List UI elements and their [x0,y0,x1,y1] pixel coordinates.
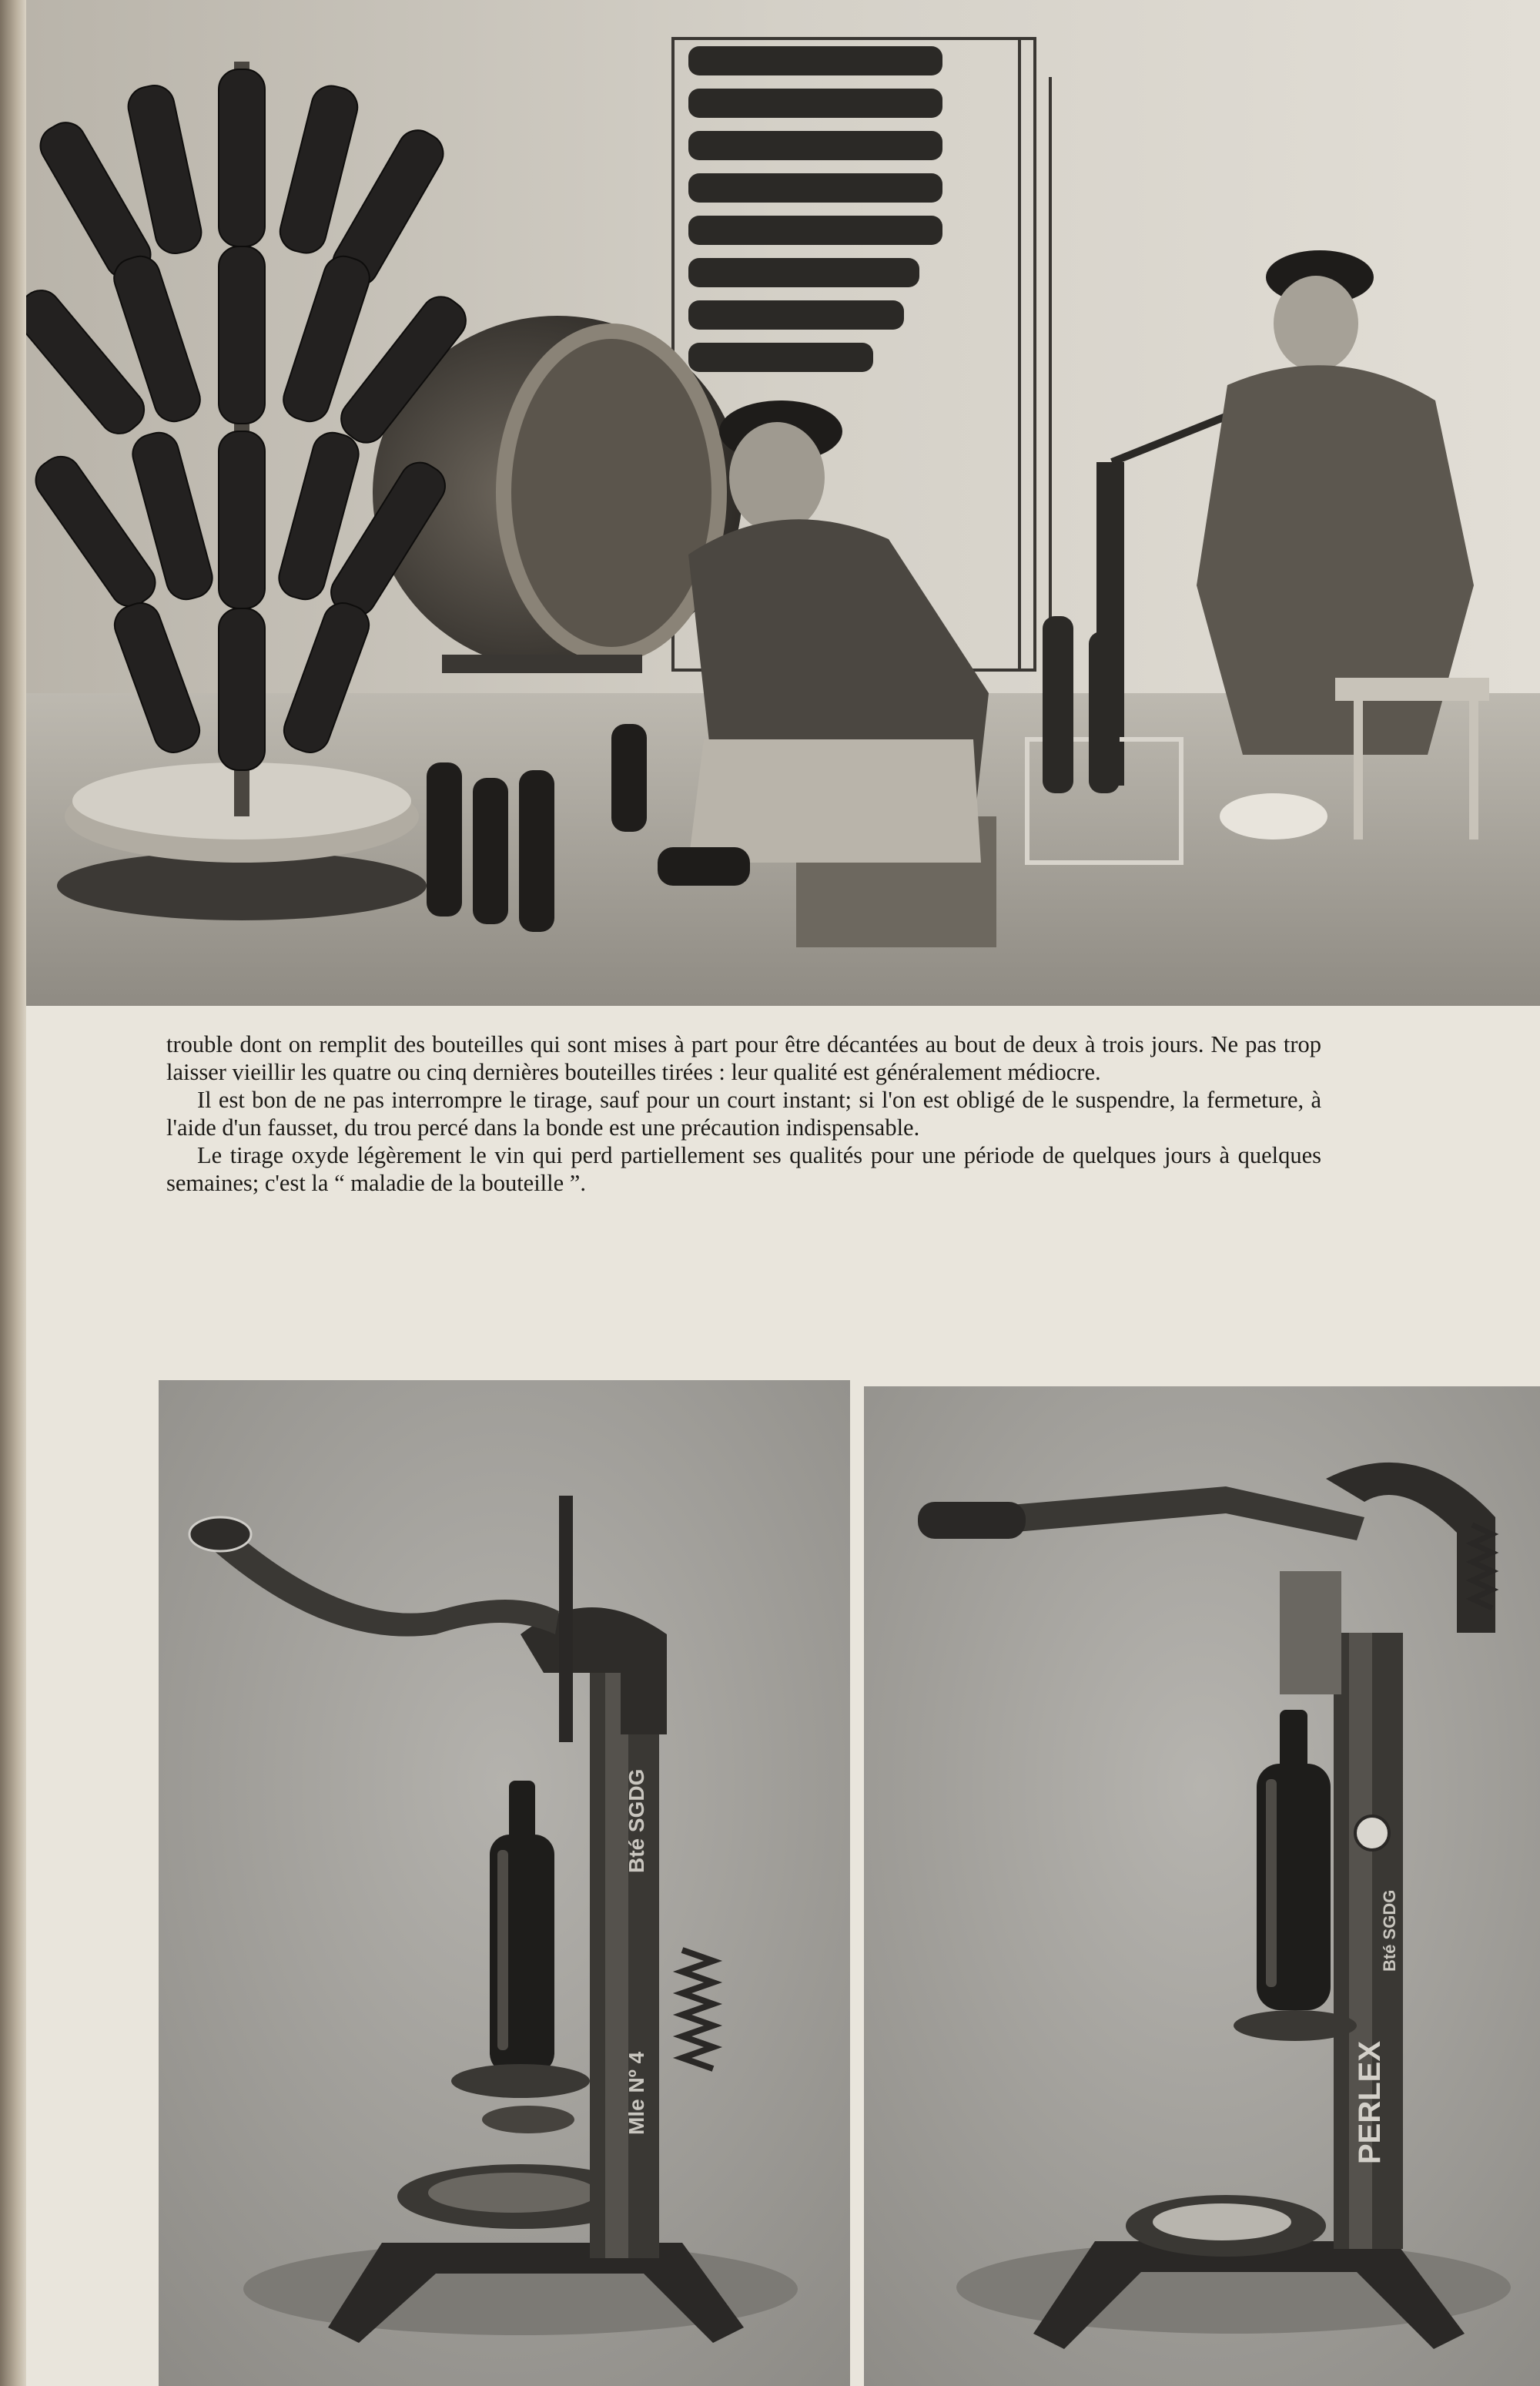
book-spine-shadow [0,0,26,2386]
paragraph-3: Le tirage oxyde légèrement le vin qui perd partiellement ses qualités pour une période de quelques jours à quelques semaines; c'est la “ maladie de la bouteille ”. [166,1142,1321,1196]
perlex-brand-marking: PERLEX [1353,2040,1387,2164]
paragraph-2: Il est bon de ne pas interrompre le tirage, sauf pour un court instant; si l'on est obligé de le suspendre, la fermeture, à l'aide d'un fausset, du trou percé dans la bonde est une précaution indispensable. [166,1087,1321,1141]
perlex-corking-machine-photo [864,1386,1540,2386]
paragraph-1: trouble dont on remplit des bouteilles qui sont mises à part pour être décantées au bout de deux à trois jours. Ne pas trop laisser vieillir les quatre ou cinq dernières bouteilles tirées : leur qualité est généralement médiocre. [166,1031,1321,1085]
article-text [166,1030,1321,1197]
perlex-patent-marking: Bté SGDG [1380,1889,1399,1972]
corking-machine-no4-photo [159,1380,850,2386]
cellar-bottling-illustration [26,0,1540,1006]
model-marking: Mle Nº 4 [624,2051,648,2135]
perlex-corking-machine-illustration [864,1386,1540,2386]
cellar-bottling-photo [26,0,1540,1006]
patent-marking: Bté SGDG [624,1768,648,1873]
corking-machine-no4-illustration [159,1380,850,2386]
